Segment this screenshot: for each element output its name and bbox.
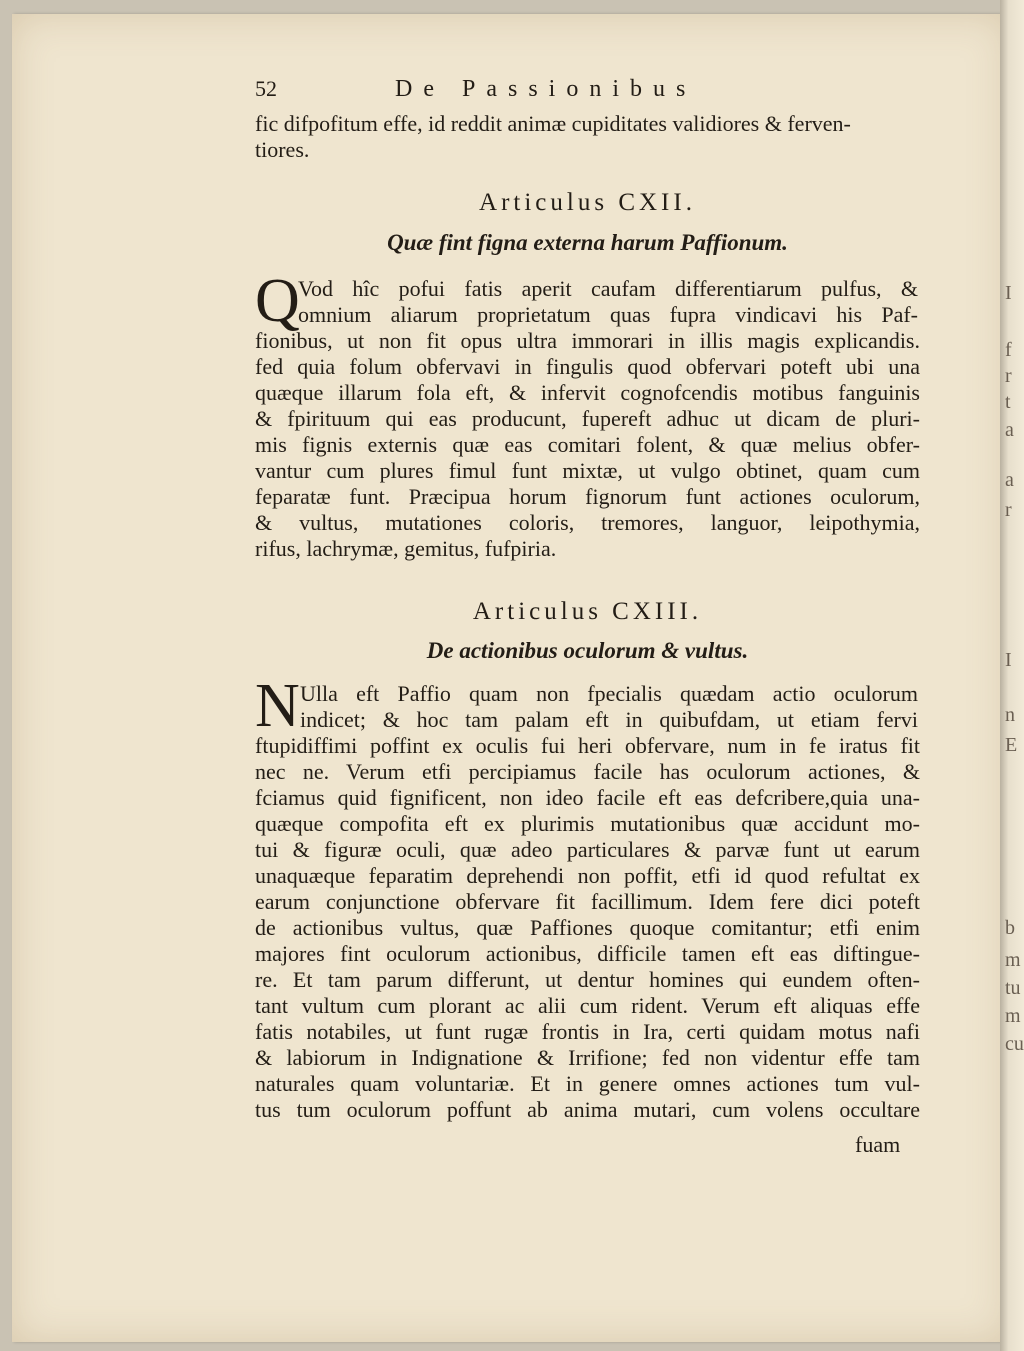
- text-line: tiores.: [255, 137, 310, 162]
- text-line: quæque compofita eft ex plurimis mutationibus quæ accidunt mo-: [255, 811, 920, 836]
- text-line: re. Et tam parum differunt, ut dentur homines qui eundem often-: [255, 967, 920, 992]
- drop-cap: Q: [255, 267, 300, 335]
- text-line: & vultus, mutationes coloris, tremores, languor, leipothymia,: [255, 510, 920, 535]
- text-line: de actionibus vultus, quæ Paffiones quoque comitantur; etfi enim: [255, 915, 920, 940]
- drop-cap: N: [255, 672, 300, 740]
- text-line: & labiorum in Indignatione & Irrifione; fed non videntur effe tam: [255, 1045, 920, 1070]
- text-line: fed quia folum obfervavi in fingulis quod obfervari poteft ubi una: [255, 354, 920, 379]
- bleed-letter: f: [1005, 339, 1012, 361]
- text-line: earum conjunctione obfervare fit facillimum. Idem fere dici poteft: [255, 889, 920, 914]
- catchword: fuam: [855, 1132, 901, 1157]
- text-line: fatis notabiles, ut funt rugæ frontis in Ira, certi quidam motus nafi: [255, 1019, 920, 1044]
- bleed-letter: E: [1005, 734, 1018, 756]
- bleed-letter: n: [1005, 704, 1015, 726]
- text-line: omnium aliarum proprietatum quas fupra vindicavi his Paf-: [298, 302, 918, 327]
- bleed-letter: I: [1005, 282, 1012, 304]
- bleed-letter: b: [1005, 917, 1015, 939]
- text-line: Vod hîc pofui fatis aperit caufam differentiarum pulfus, &: [298, 276, 918, 301]
- text-line: fciamus quid fignificent, non ideo facile eft eas defcribere,quia una-: [255, 785, 920, 810]
- text-line: fic difpofitum effe, id reddit animæ cupiditates validiores & ferven-: [255, 111, 851, 136]
- text-line: vantur cum plures fimul funt mixtæ, ut vulgo obtinet, quam cum: [255, 458, 920, 483]
- bleed-letter: a: [1005, 419, 1014, 441]
- text-line: & fpirituum qui eas producunt, fupereft adhuc ut dicam de pluri-: [255, 406, 920, 431]
- bleed-letter: tu: [1005, 977, 1021, 999]
- bleed-letter: I: [1005, 649, 1012, 671]
- bleed-letter: r: [1005, 499, 1012, 521]
- text-line: quæque illarum fola eft, & infervit cognofcendis motibus fanguinis: [255, 380, 920, 405]
- text-line: mis fignis externis quæ eas comitari folent, & quæ melius obfer-: [255, 432, 920, 457]
- bleed-letter: t: [1005, 391, 1011, 413]
- text-line: rifus, lachrymæ, gemitus, fufpiria.: [255, 536, 557, 561]
- text-line: indicet; & hoc tam palam eft in quibufdam, ut etiam fervi: [300, 707, 918, 732]
- text-line: tui & figuræ oculi, quæ adeo particulares & parvæ funt ut earum: [255, 837, 920, 862]
- bleed-letter: m: [1005, 1005, 1021, 1027]
- text-line: feparatæ funt. Præcipua horum fignorum funt actiones oculorum,: [255, 484, 920, 509]
- bleed-letter: r: [1005, 365, 1012, 387]
- text-line: Ulla eft Paffio quam non fpecialis quædam actio oculorum: [300, 681, 918, 706]
- article-title: Articulus CXIII.: [472, 598, 703, 625]
- bleed-letter: m: [1005, 949, 1021, 971]
- text-line: majores fint oculorum actionibus, difficile tamen eft eas diftingue-: [255, 941, 920, 966]
- text-line: naturales quam voluntariæ. Et in genere omnes actiones tum vul-: [255, 1071, 920, 1096]
- facing-page-edge: [1000, 0, 1024, 1351]
- page-header: [255, 76, 915, 108]
- article-subtitle: Quæ fint figna externa harum Paffionum.: [387, 230, 788, 255]
- bleed-letter: cu: [1005, 1033, 1024, 1055]
- bleed-letter: a: [1005, 469, 1014, 491]
- article-subtitle: De actionibus oculorum & vultus.: [426, 638, 749, 663]
- text-line: fionibus, ut non fit opus ultra immorari in illis magis explicandis.: [255, 328, 920, 353]
- text-line: tus tum oculorum poffunt ab anima mutari, cum volens occultare: [255, 1097, 920, 1122]
- page-number: 52: [255, 76, 277, 101]
- text-line: unaquæque feparatim deprehendi non poffit, etfi id quod refultat ex: [255, 863, 920, 888]
- text-line: ftupidiffimi poffint ex oculis fui heri obfervare, num in fe iratus fit: [255, 733, 920, 758]
- article-title: Articulus CXII.: [479, 189, 696, 216]
- text-line: nec ne. Verum etfi percipiamus facile has oculorum actiones, &: [255, 759, 920, 784]
- running-head: De Passionibus: [395, 76, 697, 102]
- text-line: tant vultum cum plorant ac alii cum rident. Verum eft aliquas effe: [255, 993, 920, 1018]
